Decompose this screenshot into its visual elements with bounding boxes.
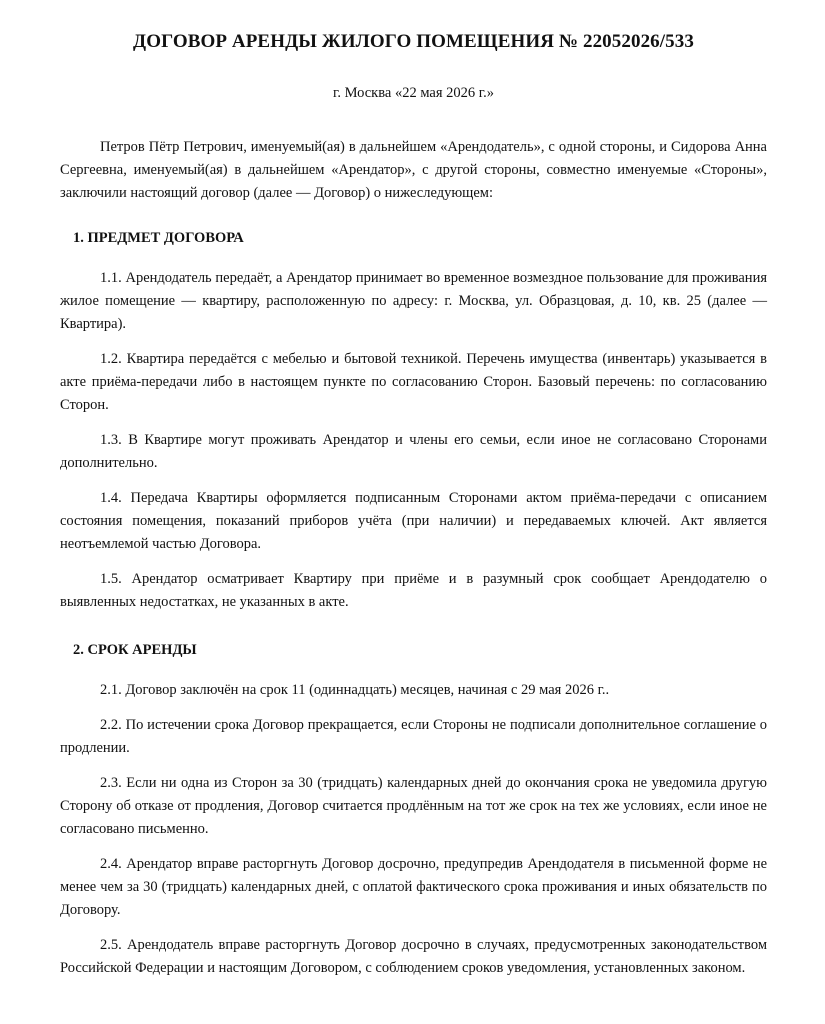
clause-2-1: 2.1. Договор заключён на срок 11 (одиннадцать) месяцев, начиная с 29 мая 2026 г.. — [100, 682, 610, 698]
section-term — [60, 640, 767, 980]
clause-1-2: 1.2. Квартира передаётся с мебелью и бытовой техникой. Перечень имущества (инвентарь) указывается в акте приёма-передачи либо в настоящем пункте по согласованию Сторон. Базовый перечень: по согласованию Сторон. — [60, 351, 767, 413]
clause-2-4: 2.4. Арендатор вправе расторгнуть Договор досрочно, предупредив Арендодателя в письменной форме не менее чем за 30 (тридцать) календарных дней, с оплатой фактического срока проживания и иных обязательств по Договору. — [60, 856, 767, 918]
intro-paragraph: Петров Пётр Петрович, именуемый(ая) в дальнейшем «Арендодатель», с одной стороны, и Сидорова Анна Сергеевна, именуемый(ая) в дальнейшем «Арендатор», с другой стороны, совместно именуемые «Стороны», заключили настоящий договор (далее — Договор) о нижеследующем: — [60, 139, 767, 201]
clause-2-2: 2.2. По истечении срока Договор прекращается, если Стороны не подписали дополнительное соглашение о продлении. — [60, 717, 767, 756]
clause-1-1: 1.1. Арендодатель передаёт, а Арендатор принимает во временное возмездное пользование для проживания жилое помещение — квартиру, расположенную по адресу: г. Москва, ул. Образцовая, д. 10, кв. 25 (далее — Квартира). — [60, 270, 767, 332]
section-heading: 2. СРОК АРЕНДЫ — [73, 642, 197, 658]
document-title: ДОГОВОР АРЕНДЫ ЖИЛОГО ПОМЕЩЕНИЯ № 22052026/533 — [133, 31, 694, 52]
clause-2-5: 2.5. Арендодатель вправе расторгнуть Договор досрочно в случаях, предусмотренных законодательством Российской Федерации и настоящим Договором, с соблюдением сроков уведомления, установленных законом. — [60, 937, 767, 976]
clause-1-3: 1.3. В Квартире могут проживать Арендатор и члены его семьи, если иное не согласовано Сторонами дополнительно. — [60, 432, 767, 471]
clause-1-4: 1.4. Передача Квартиры оформляется подписанным Сторонами актом приёма-передачи с описанием состояния помещения, показаний приборов учёта (при наличии) и передаваемых ключей. Акт является неотъемлемой частью Договора. — [60, 490, 767, 552]
section-heading: 1. ПРЕДМЕТ ДОГОВОРА — [73, 230, 244, 246]
section-subject — [60, 228, 767, 614]
clause-2-3: 2.3. Если ни одна из Сторон за 30 (тридцать) календарных дней до окончания срока не уведомила другую Сторону об отказе от продления, Договор считается продлённым на тот же срок на тех же условиях, если иное не согласовано письменно. — [60, 775, 767, 837]
city-date-line: г. Москва «22 мая 2026 г.» — [333, 85, 494, 101]
clause-1-5: 1.5. Арендатор осматривает Квартиру при приёме и в разумный срок сообщает Арендодателю о выявленных недостатках, не указанных в акте. — [60, 571, 767, 610]
